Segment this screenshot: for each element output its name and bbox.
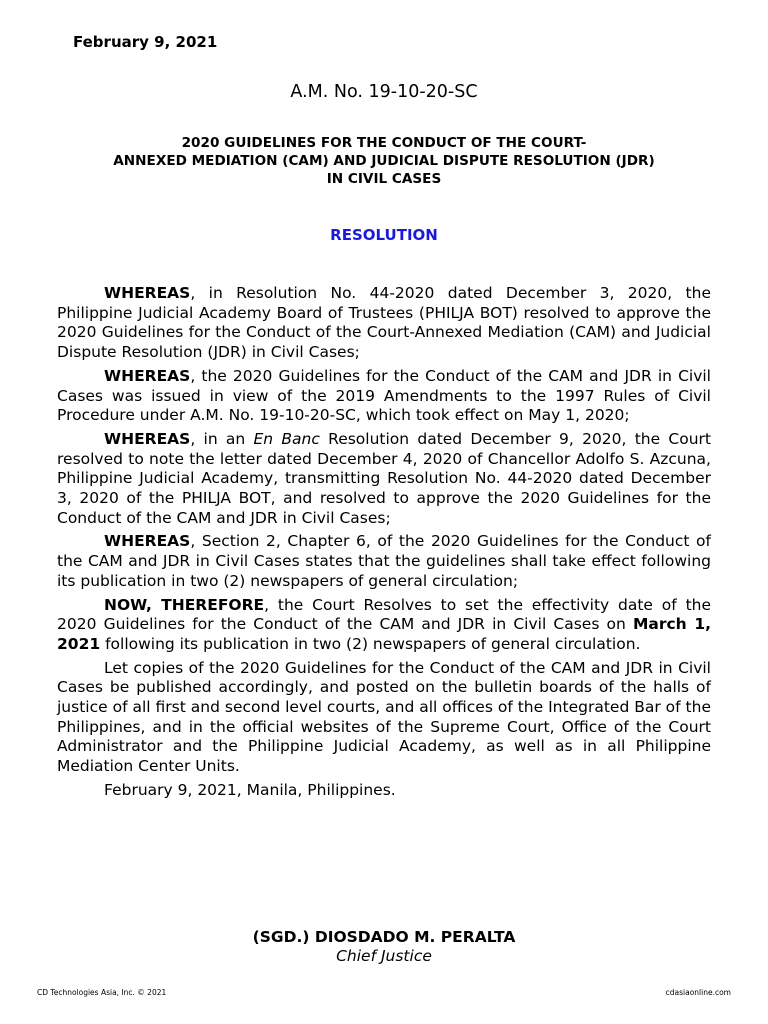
paragraph-now-therefore [57,596,711,655]
title-line: IN CIVIL CASES [326,171,442,187]
paragraph-lead: WHEREAS [104,284,191,302]
paragraph-lead: WHEREAS [104,366,191,385]
resolution-body [57,284,711,805]
footer-copyright: CD Technologies Asia, Inc. © 2021 [37,988,167,997]
paragraph-text: Resolution dated December 9, 2020, the Court resolved to note the letter dated December 4, 2020 of Chancellor Adolfo S. Azcuna, Philippine Judicial Academy, transmitting Resolution No. 44-2020 dated December 3, 2020 of the PHILJA BOT, and resolved to approve the 2020 Guidelines for the Conduct of the CAM and JDR in Civil Cases; [57,429,711,527]
paragraph-text-pre: , in an [190,429,254,448]
signature-block [0,928,768,966]
paragraph-lead: WHEREAS [104,532,191,551]
paragraph-text: , Section 2, Chapter 6, of the 2020 Guidelines for the Conduct of the CAM and JDR in Civil Cases states that the guidelines shall take effect following its publication in two (2) newspapers of general circulation; [57,532,711,590]
paragraph-text-tail: following its publication in two (2) newspapers of general circulation. [100,634,641,653]
title-line: ANNEXED MEDIATION (CAM) AND JUDICIAL DISPUTE RESOLUTION (JDR) [113,153,655,169]
paragraph-whereas-2 [57,367,711,426]
paragraph-publication [57,659,711,777]
section-heading: RESOLUTION [330,226,438,244]
paragraph-text: , the Court Resolves to set the effectivity date of the 2020 Guidelines for the Conduct of the CAM and JDR in Civil Cases on [57,595,712,634]
paragraph-text: Let copies of the 2020 Guidelines for the Conduct of the CAM and JDR in Civil Cases be published accordingly, and posted on the bulletin boards of the halls of justice of all first and second level courts, and all offices of the Integrated Bar of the Philippines, and in the official websites of the Supreme Court, Office of the Court Administrator and the Philippine Judicial Academy, as well as in all Philippine Mediation Center Units. [57,658,711,776]
paragraph-whereas-1 [57,284,711,363]
document-date: February 9, 2021 [73,33,218,51]
paragraph-text: February 9, 2021, Manila, Philippines. [104,780,396,799]
paragraph-whereas-3 [57,430,711,529]
case-number: A.M. No. 19-10-20-SC [290,82,478,102]
signatory-name: (SGD.) DIOSDADO M. PERALTA [252,928,516,946]
paragraph-date-place [57,781,711,801]
title-line: 2020 GUIDELINES FOR THE CONDUCT OF THE COURT- [181,135,587,151]
paragraph-whereas-4 [57,532,711,591]
paragraph-text: , in Resolution No. 44-2020 dated December 3, 2020, the Philippine Judicial Academy Board of Trustees (PHILJA BOT) resolved to approve the 2020 Guidelines for the Conduct of the Court-Annexed Mediation (CAM) and Judicial Dispute Resolution (JDR) in Civil Cases; [57,284,711,362]
signatory-title: Chief Justice [336,947,432,965]
footer-website: cdasiaonline.com [665,988,731,997]
paragraph-text: , the 2020 Guidelines for the Conduct of the CAM and JDR in Civil Cases was issued in view of the 2019 Amendments to the 1997 Rules of Civil Procedure under A.M. No. 19-10-20-SC, which took effect on May 1, 2020; [57,366,711,425]
document-title [0,134,768,188]
paragraph-lead: NOW, THEREFORE [104,595,265,614]
paragraph-italic: En Banc [253,429,320,448]
paragraph-lead: WHEREAS [104,429,191,448]
effectivity-date: March 1, 2021 [57,615,711,653]
